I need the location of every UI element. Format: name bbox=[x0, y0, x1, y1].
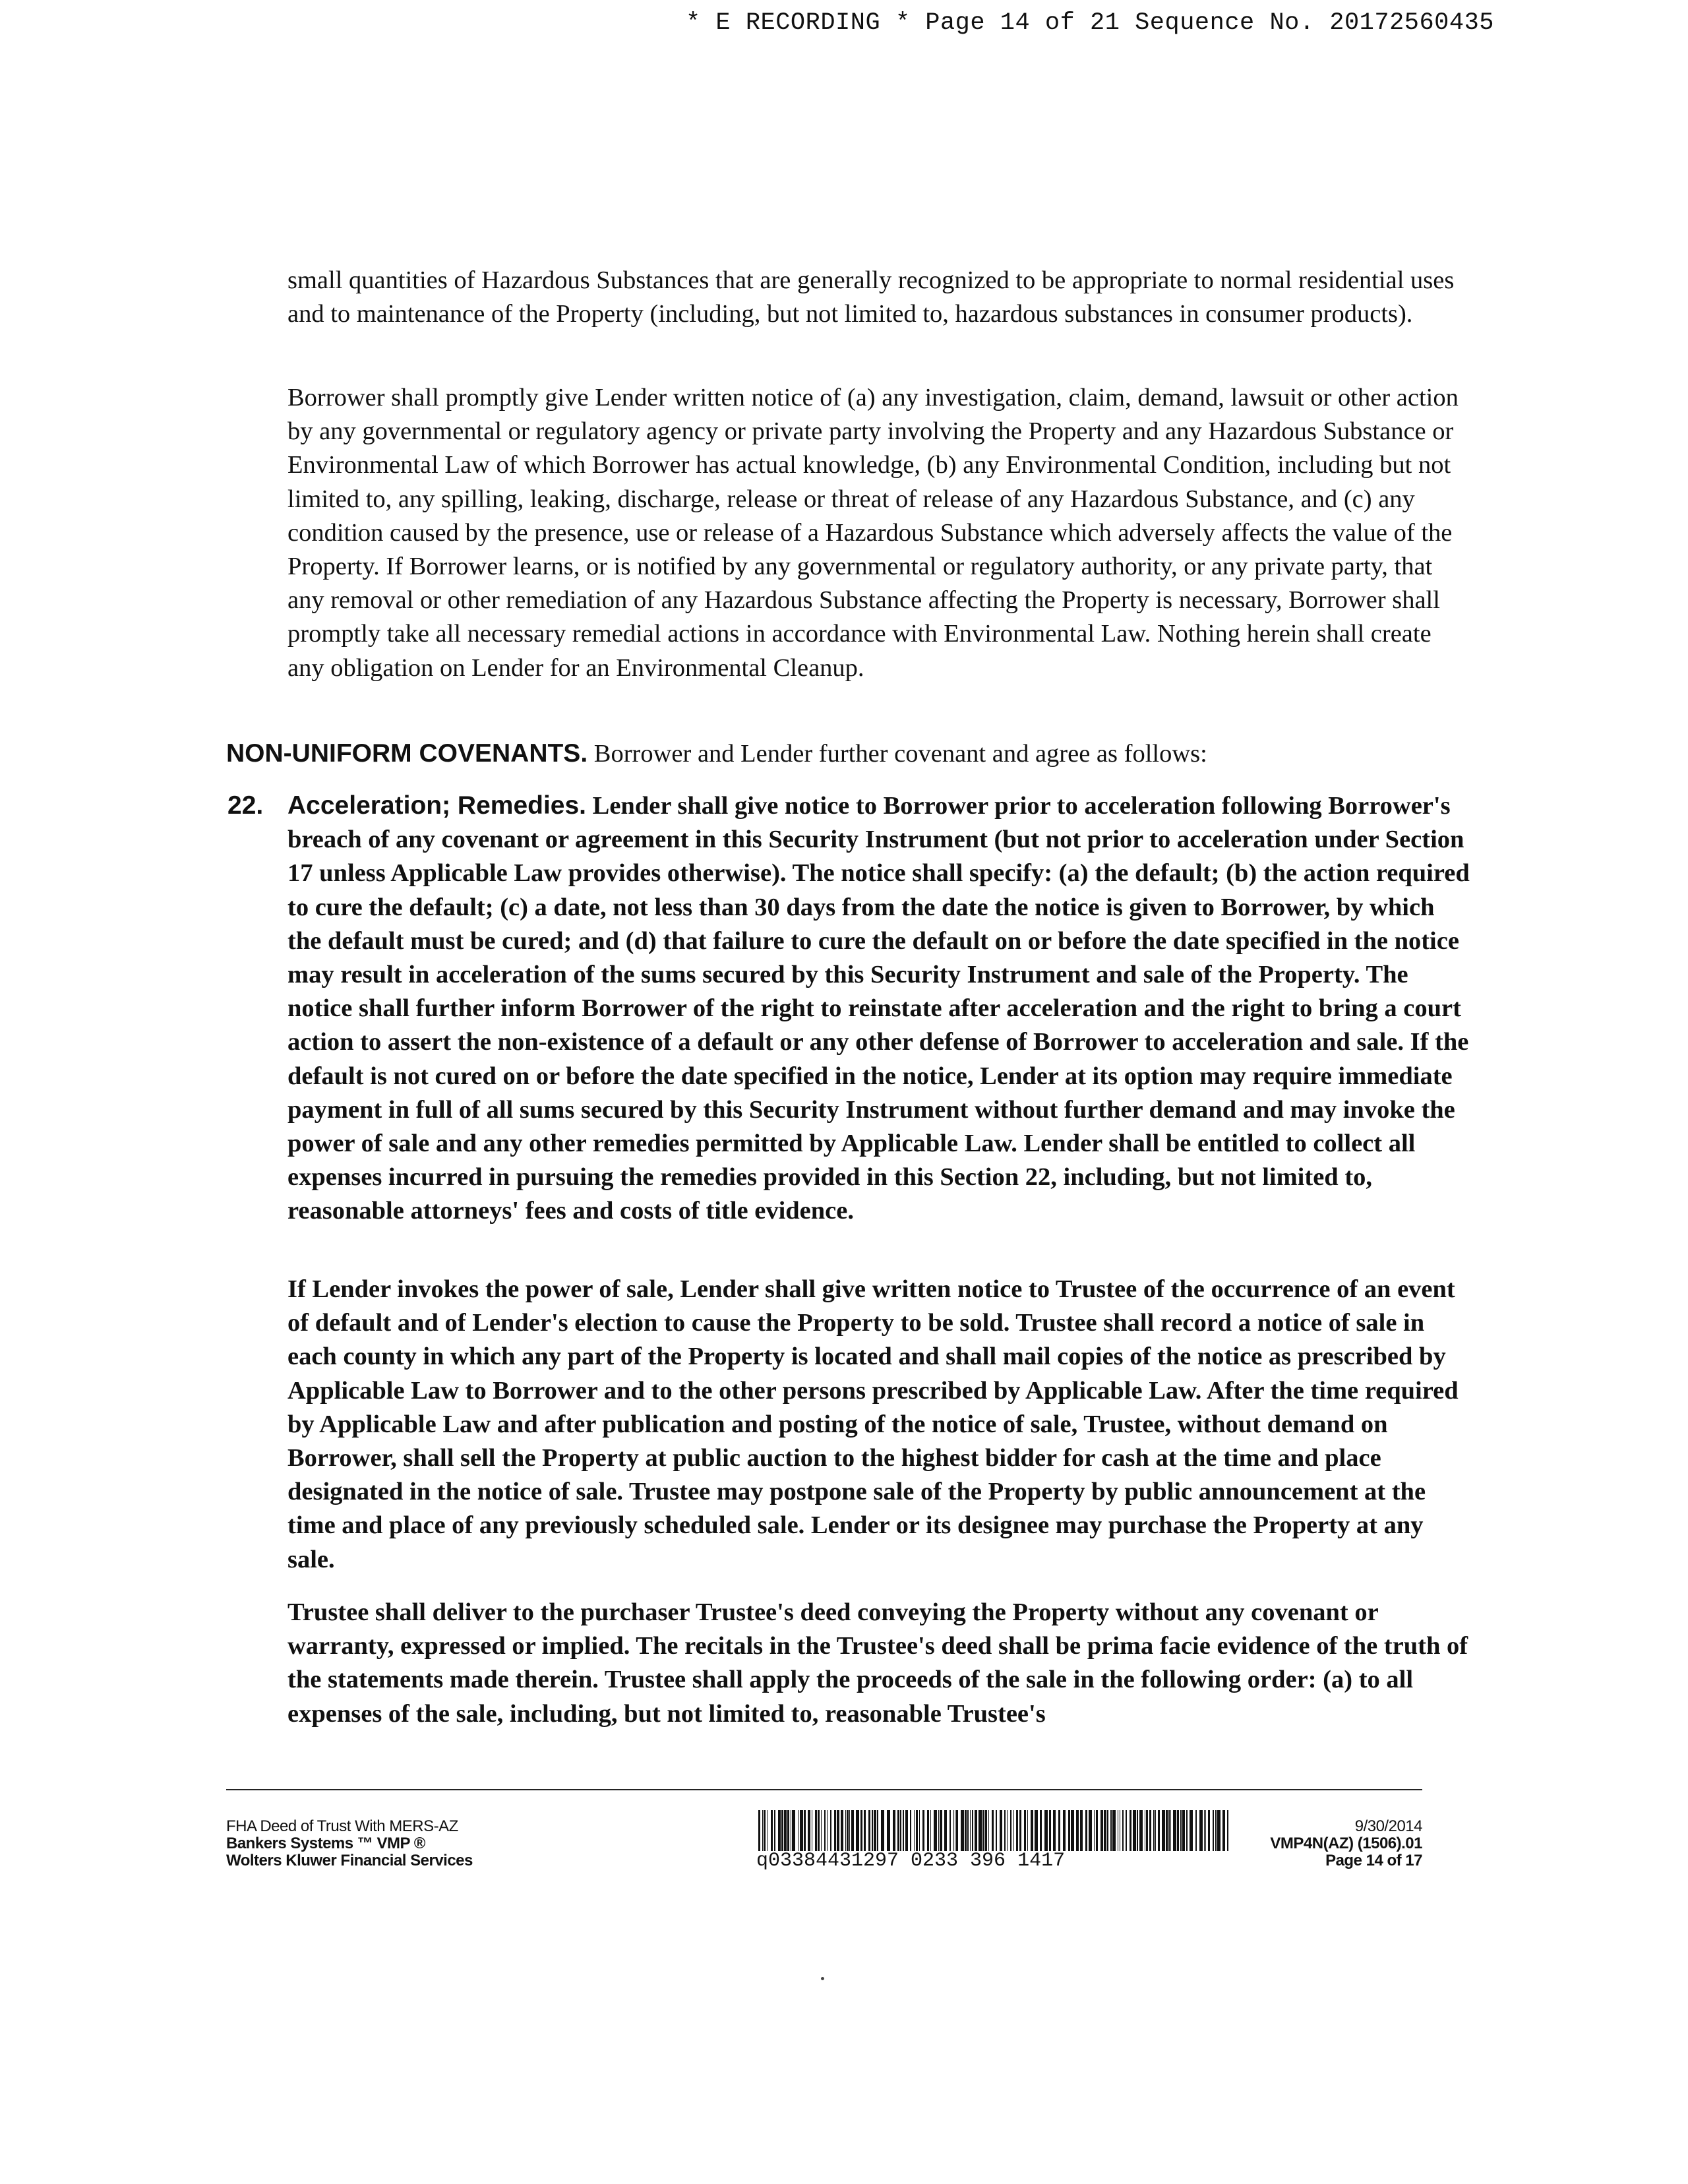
footer-date: 9/30/2014 bbox=[1354, 1817, 1422, 1835]
section-22-title: Acceleration; Remedies. bbox=[287, 791, 587, 820]
section-22-paragraph-2: If Lender invokes the power of sale, Lender shall give written notice to Trustee of the occurrence of an event of default and of Lender's election to cause the Property to be sold. Trustee shall record a notice of sale in each county in which any part of the Property is located and shall mail copies of the notice as prescribed by Applicable Law to Borrower and to the other persons prescribed by Applicable Law. After the time required by Applicable Law and after publication and posting of the notice of sale, Trustee, without demand on Borrower, shall sell the Property at public auction to the highest bidder for cash at the time and place designated in the notice of sale. Trustee may postpone sale of the Property by public announcement at the time and place of any previously scheduled sale. Lender or its designee may purchase the Property at any sale. bbox=[287, 1275, 1459, 1573]
scan-speck bbox=[821, 1977, 824, 1980]
footer-vendor: Bankers Systems ™ VMP ® bbox=[226, 1835, 425, 1852]
hazardous-substances-paragraph: small quantities of Hazardous Substances that are generally recognized to be appropriate to normal residential uses and to maintenance of the Property (including, but not limited to, hazardous substances in consumer products). bbox=[287, 266, 1455, 328]
footer-form-info bbox=[226, 1818, 569, 1869]
section-22-body-1: Lender shall give notice to Borrower prior to acceleration following Borrower's breach of any covenant or agreement in this Security Instrument (but not prior to acceleration under Section 17 unless Applicable Law provides otherwise). The notice shall specify: (a) the default; (b) the action required to cure the default; (c) a date, not less than 30 days from the date the notice is given to Borrower, by which the default must be cured; and (d) that failure to cure the default on or before the date specified in the notice may result in acceleration of the sums secured by this Security Instrument and sale of the Property. The notice shall further inform Borrower of the right to reinstate after acceleration and the right to bring a court action to assert the non-existence of a default or any other defense of Borrower to acceleration and sale. If the default is not cured on or before the date specified in the notice, Lender at its option may require immediate payment in full of all sums secured by this Security Instrument without further demand and may invoke the power of sale and any other remedies permitted by Applicable Law. Lender shall be entitled to collect all expenses incurred in pursuing the remedies provided in this Section 22, including, but not limited to, reasonable attorneys' fees and costs of title evidence. bbox=[287, 792, 1470, 1225]
non-uniform-covenants-heading: NON-UNIFORM COVENANTS. bbox=[226, 739, 588, 768]
non-uniform-covenants-line bbox=[226, 737, 1479, 771]
section-22-paragraph-1 bbox=[287, 789, 1474, 1228]
barcode-number: q03384431297 0233 396 1417 bbox=[756, 1850, 1066, 1872]
footer-publisher: Wolters Kluwer Financial Services bbox=[226, 1852, 473, 1869]
footer-form-code-info bbox=[1253, 1818, 1422, 1869]
footer-divider bbox=[226, 1789, 1422, 1790]
recording-header: * E RECORDING * Page 14 of 21 Sequence No. 20172560435 bbox=[686, 9, 1494, 37]
footer-form-code: VMP4N(AZ) (1506).01 bbox=[1270, 1835, 1422, 1852]
borrower-notice-paragraph: Borrower shall promptly give Lender written notice of (a) any investigation, claim, demand, lawsuit or other action by any governmental or regulatory agency or private party involving the Property and any Hazardous Substance or Environmental Law of which Borrower has actual knowledge, (b) any Environmental Condition, including but not limited to, any spilling, leaking, discharge, release or threat of release of any Hazardous Substance, and (c) any condition caused by the presence, use or release of a Hazardous Substance which adversely affects the value of the Property. If Borrower learns, or is notified by any governmental or regulatory authority, or any private party, that any removal or other remediation of any Hazardous Substance affecting the Property is necessary, Borrower shall promptly take all necessary remedial actions in accordance with Environmental Law. Nothing herein shall create any obligation on Lender for an Environmental Cleanup. bbox=[287, 384, 1459, 682]
barcode-graphic bbox=[757, 1810, 1232, 1851]
footer-form-title: FHA Deed of Trust With MERS-AZ bbox=[226, 1817, 458, 1835]
section-number: 22. bbox=[227, 791, 264, 820]
footer-page-label: Page 14 of 17 bbox=[1325, 1852, 1422, 1869]
section-22-paragraph-3: Trustee shall deliver to the purchaser Trustee's deed conveying the Property without any covenant or warranty, expressed or implied. The recitals in the Trustee's deed shall be prima facie evidence of the truth of the statements made therein. Trustee shall apply the proceeds of the sale in the following order: (a) to all expenses of the sale, including, but not limited to, reasonable Trustee's bbox=[287, 1598, 1468, 1728]
non-uniform-covenants-text: Borrower and Lender further covenant and agree as follows: bbox=[593, 740, 1207, 768]
